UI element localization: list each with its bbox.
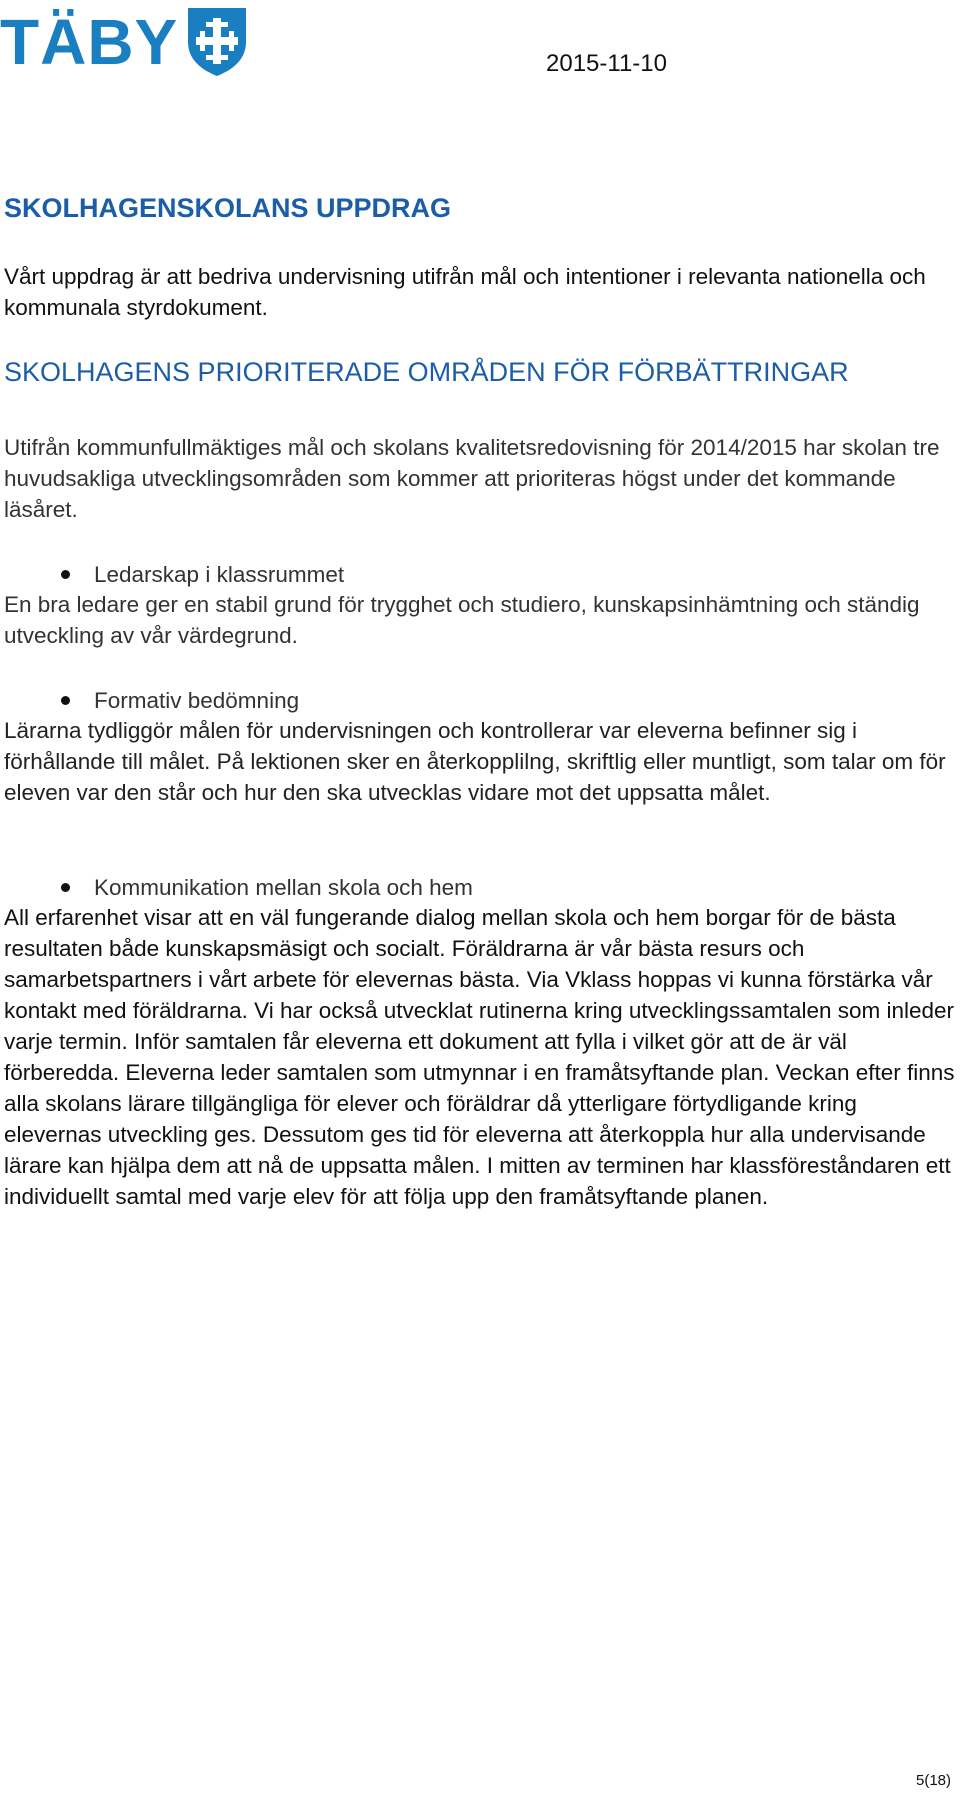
- section-heading-uppdrag: SKOLHAGENSKOLANS UPPDRAG: [4, 193, 452, 223]
- bullet-label: Formativ bedömning: [94, 687, 300, 713]
- taby-logo: [0, 6, 248, 78]
- ledarskap-paragraph: En bra ledare ger en stabil grund för trygghet och studiero, kunskapsinhämtning och ständig utveckling av vår värdegrund.: [4, 592, 920, 648]
- page-header: [0, 0, 960, 90]
- shield-cross-icon: [186, 6, 248, 78]
- bullet-label: Kommunikation mellan skola och hem: [94, 874, 473, 900]
- bullet-icon: [61, 696, 70, 705]
- bullet-item-kommunikation: [4, 872, 473, 903]
- formativ-paragraph: Lärarna tydliggör målen för undervisningen och kontrollerar var eleverna befinner sig i förhållande till målet. På lektionen sker en återkopplilng, skriftlig eller muntligt, som talar om för eleven var den står och hur den ska utvecklas vidare mot det uppsatta målet.: [4, 718, 946, 805]
- uppdrag-paragraph: Vårt uppdrag är att bedriva undervisning utifrån mål och intentioner i relevanta nationella och kommunala styrdokument.: [4, 264, 926, 320]
- bullet-label: Ledarskap i klassrummet: [94, 561, 345, 587]
- page-number: 5(18): [916, 1772, 952, 1789]
- kommunikation-paragraph: All erfarenhet visar att en väl fungerande dialog mellan skola och hem borgar för de bästa resultaten både kunskapsmäsigt och socialt. Föräldrarna är vår bästa resurs och samarbetspartners i vårt arbete för elevernas bästa. Via Vklass hoppas vi kunna förstärka vår kontakt med föräldrarna. Vi har också utvecklat rutinerna kring utvecklingssamtalen som inleder varje termin. Inför samtalen får eleverna ett dokument att fylla i vilket gör att de är väl förberedda. Eleverna leder samtalen som utmynnar i en framåtsyftande plan. Veckan efter finns alla skolans lärare tillgängliga för elever och föräldrar då ytterligare förtydligande kring elevernas utveckling ges. Dessutom ges tid för eleverna att återkoppla hur alla undervisande lärare kan hjälpa dem att nå de uppsatta målen. I mitten av terminen har klassföreståndaren ett individuellt samtal med varje elev för att följa upp den framåtsyftande planen.: [4, 905, 955, 1209]
- logo-wordmark: TÄBY: [0, 6, 179, 78]
- document-date: 2015-11-10: [546, 50, 667, 77]
- bullet-icon: [61, 883, 70, 892]
- section-heading-prioriterade: SKOLHAGENS PRIORITERADE OMRÅDEN FÖR FÖRBÄTTRINGAR: [4, 357, 849, 387]
- bullet-item-ledarskap: [4, 559, 344, 590]
- bullet-icon: [61, 570, 70, 579]
- prioriterade-intro-paragraph: Utifrån kommunfullmäktiges mål och skolans kvalitetsredovisning för 2014/2015 har skolan tre huvudsakliga utvecklingsområden som kommer att prioriteras högst under det kommande läsåret.: [4, 435, 940, 522]
- bullet-item-formativ: [4, 685, 299, 716]
